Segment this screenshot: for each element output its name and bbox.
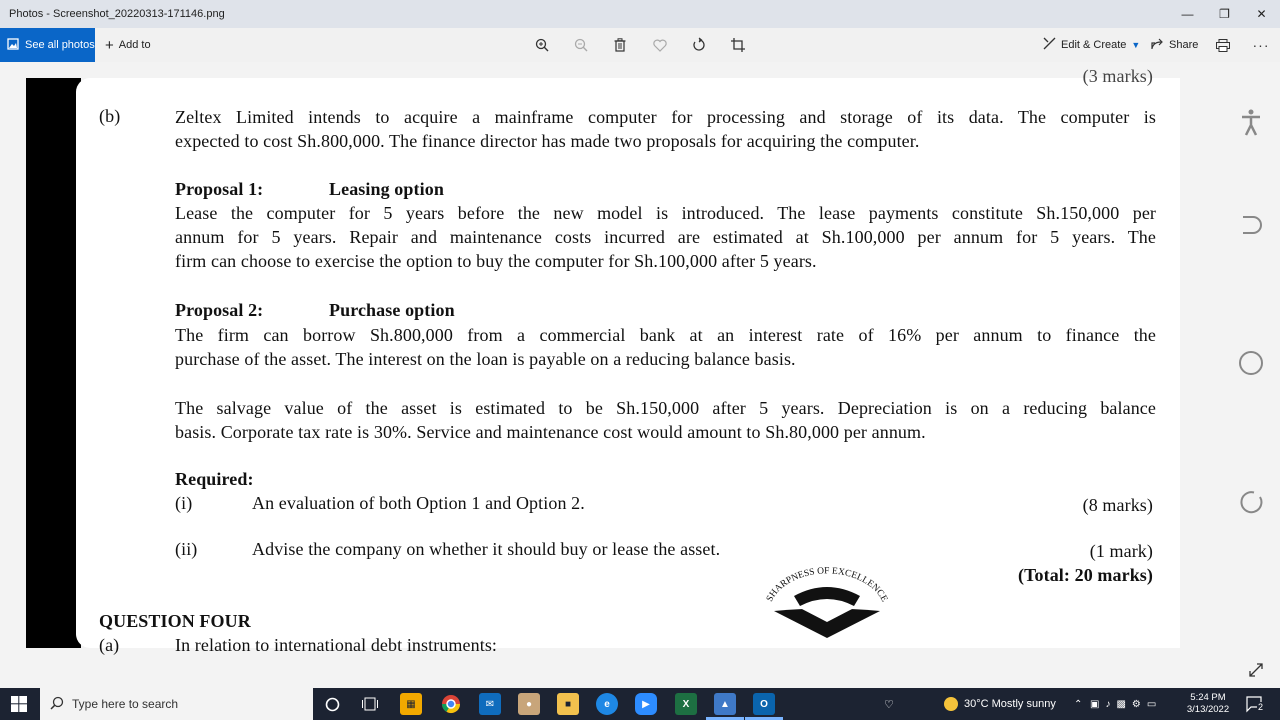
- share-button[interactable]: [1151, 36, 1198, 54]
- item-i-label: (i): [175, 493, 193, 513]
- weather-text: 30°C Mostly sunny: [964, 698, 1056, 710]
- circle-icon[interactable]: [1236, 350, 1266, 376]
- print-icon[interactable]: [1214, 36, 1232, 54]
- photos-icon: [7, 38, 19, 53]
- favorite-heart-icon[interactable]: [651, 36, 669, 54]
- edit-create-label: Edit & Create: [1061, 39, 1127, 51]
- refresh-circle-icon[interactable]: [1236, 489, 1266, 515]
- sharpness-of-excellence-logo: [762, 566, 892, 648]
- item-ii-label: (ii): [175, 539, 198, 559]
- zoom-in-icon[interactable]: [533, 36, 551, 54]
- photo-viewer: [0, 62, 1280, 688]
- proposal-1-title: Leasing option: [329, 179, 444, 199]
- photos-app-icon[interactable]: ▲: [714, 693, 736, 715]
- svg-text:SHARPNESS OF EXCELLENCE: SHARPNESS OF EXCELLENCE: [765, 566, 890, 604]
- delete-icon[interactable]: [611, 36, 629, 54]
- edit-icon: [1043, 37, 1056, 53]
- minimize-button[interactable]: —: [1181, 7, 1194, 21]
- proposal-2-line-1: The firm can borrow Sh.800,000 from a commercial bank at an interest rate of 16% per annum to finance the: [175, 325, 1156, 345]
- window-title: Photos - Screenshot_20220313-171146.png: [9, 8, 225, 20]
- windows-start-icon[interactable]: [11, 696, 27, 715]
- taskbar: [0, 688, 1280, 720]
- chrome-icon[interactable]: [440, 693, 462, 715]
- proposal-2-title: Purchase option: [329, 300, 455, 320]
- cortana-icon[interactable]: [325, 697, 340, 715]
- item-ii-text: Advise the company on whether it should buy or lease the asset.: [252, 539, 721, 559]
- part-b-label: (b): [99, 106, 121, 126]
- undo-arrow-icon[interactable]: [1236, 212, 1266, 238]
- cut-off-marks: (3 marks): [1082, 66, 1153, 86]
- proposal-1-line-1: Lease the computer for 5 years before the new model is introduced. The lease payments constitute Sh.150,000 per: [175, 203, 1156, 223]
- search-placeholder: Type here to search: [72, 697, 179, 711]
- share-icon: [1151, 37, 1164, 53]
- see-all-photos-button[interactable]: [0, 28, 95, 62]
- part-b-line-1: Zeltex Limited intends to acquire a mainframe computer for processing and storage of its data. The computer is: [175, 107, 1156, 127]
- proposal-1-line-3: firm can choose to exercise the option to buy the computer for Sh.100,000 after 5 years.: [175, 251, 817, 271]
- zoom-icon[interactable]: ▶: [635, 693, 657, 715]
- total-marks: (Total: 20 marks): [1017, 565, 1153, 585]
- item-i-marks: (8 marks): [1082, 495, 1153, 515]
- weather-widget[interactable]: [944, 688, 1056, 720]
- microsoft-store-icon[interactable]: ▦: [400, 693, 422, 715]
- photo-dark-margin: [26, 78, 81, 648]
- task-view-icon[interactable]: [362, 697, 378, 714]
- close-button[interactable]: ✕: [1256, 7, 1267, 21]
- search-icon: [50, 696, 64, 713]
- accessibility-icon[interactable]: [1236, 108, 1266, 138]
- settings-icon: ⚙: [1131, 698, 1141, 710]
- outlook-icon[interactable]: O: [753, 693, 775, 715]
- item-i-text: An evaluation of both Option 1 and Option 2.: [252, 493, 585, 513]
- mail-icon[interactable]: ✉: [479, 693, 501, 715]
- part-b-line-2: expected to cost Sh.800,000. The finance director has made two proposals for acquiring the computer.: [175, 131, 920, 151]
- question-four-heading: QUESTION FOUR: [99, 611, 251, 631]
- proposal-1-label: Proposal 1:: [175, 179, 264, 199]
- see-all-label: See all photos: [25, 39, 95, 51]
- item-ii-marks: (1 mark): [1089, 541, 1153, 561]
- edge-icon[interactable]: e: [596, 693, 618, 715]
- part-a-text: In relation to international debt instruments:: [175, 635, 498, 655]
- maximize-button[interactable]: ❐: [1219, 7, 1230, 21]
- paint-icon[interactable]: ●: [518, 693, 540, 715]
- rotate-icon[interactable]: [690, 36, 708, 54]
- proposal-2-line-2: purchase of the asset. The interest on the loan is payable on a reducing balance basis.: [175, 349, 796, 369]
- show-hidden-icons-chevron-icon[interactable]: ⌃: [1074, 698, 1083, 710]
- part-a-label: (a): [99, 635, 120, 655]
- document-image: [76, 66, 1180, 655]
- add-to-label: Add to: [118, 39, 151, 51]
- salvage-line-2: basis. Corporate tax rate is 30%. Service and maintenance cost would amount to Sh.80,000 per annum.: [175, 422, 926, 442]
- volume-icon: ♪: [1105, 698, 1111, 710]
- share-label: Share: [1169, 39, 1199, 51]
- time-text: 5:24 PM: [1190, 692, 1226, 703]
- crop-icon[interactable]: [729, 36, 747, 54]
- add-to-button[interactable]: [105, 37, 151, 54]
- plus-icon: +: [105, 36, 114, 54]
- required-heading: Required:: [175, 469, 254, 489]
- sun-icon: [944, 697, 958, 711]
- file-explorer-icon[interactable]: ■: [557, 693, 579, 715]
- system-tray-icons[interactable]: [1090, 688, 1156, 720]
- battery-icon: ▭: [1146, 698, 1157, 710]
- camera-icon: ▩: [1116, 698, 1126, 710]
- clock[interactable]: [1186, 688, 1230, 720]
- more-options-icon[interactable]: ···: [1252, 37, 1270, 53]
- taskbar-search-box[interactable]: [40, 688, 313, 720]
- notification-count: 2: [1258, 702, 1264, 712]
- notification-center-icon[interactable]: [1246, 688, 1264, 720]
- excel-icon[interactable]: X: [675, 693, 697, 715]
- salvage-line-1: The salvage value of the asset is estimated to be Sh.150,000 after 5 years. Depreciation is on a reducing balance: [175, 398, 1156, 418]
- title-bar: [0, 0, 1280, 28]
- proposal-1-line-2: annum for 5 years. Repair and maintenance costs incurred are estimated at Sh.100,000 per annum for 5 years. The: [175, 227, 1156, 247]
- people-icon[interactable]: ♡: [884, 698, 894, 711]
- fullscreen-expand-icon[interactable]: [1246, 660, 1266, 680]
- edit-create-button[interactable]: [1043, 36, 1140, 54]
- chevron-down-icon: ▼: [1131, 40, 1141, 50]
- zoom-out-icon[interactable]: [572, 36, 590, 54]
- network-icon: ▣: [1090, 698, 1100, 710]
- date-text: 3/13/2022: [1186, 704, 1230, 715]
- proposal-2-label: Proposal 2:: [175, 300, 264, 320]
